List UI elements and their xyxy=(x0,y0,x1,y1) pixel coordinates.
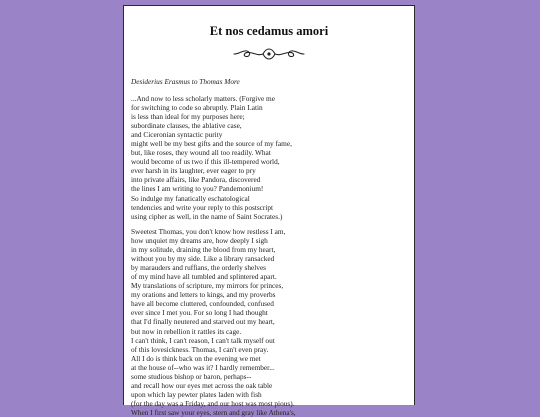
poem-line: how unquiet my dreams are, how deeply I sigh xyxy=(131,236,268,246)
poem-line: I can't think, I can't reason, I can't talk myself out xyxy=(131,335,275,345)
poem-line: the lines I am writing to you? Pandemonium! xyxy=(131,184,264,194)
poem-line: (for the day was a Friday, and our host was most pious). xyxy=(131,398,295,408)
poem-line: that I'd finally neutered and starved out my heart, xyxy=(131,317,275,327)
poem-line: subordinate clauses, the ablative case, xyxy=(131,121,242,131)
poem-line: tendencies and write your reply to this postscript xyxy=(131,202,274,212)
stanza-2 xyxy=(131,227,411,417)
poem-line: My translations of scripture, my mirrors for princes, xyxy=(131,281,284,291)
poem-line: some studious bishop or baron, perhaps-- xyxy=(131,371,252,381)
poem-line: When I first saw your eyes, stern and gray like Athena's, xyxy=(131,407,296,417)
poem-line: but, like roses, they wound all too readily. What xyxy=(131,148,271,158)
poem-line: and recall how our eyes met across the oak table xyxy=(131,380,273,390)
poem-line: of this lovesickness. Thomas, I can't even pray. xyxy=(131,344,269,354)
poem-line: So indulge my fanatically eschatological xyxy=(131,193,250,203)
poem-page xyxy=(123,5,415,417)
poem-line: All I do is think back on the evening we met xyxy=(131,353,261,363)
flourish-divider-icon xyxy=(124,46,414,62)
poem-line: without you by my side. Like a library ransacked xyxy=(131,254,275,264)
poem-line: upon which lay pewter plates laden with fish xyxy=(131,389,262,399)
poem-line: of my mind have all tumbled and splintered apart. xyxy=(131,272,277,282)
poem-line: in my solitude, draining the blood from my heart, xyxy=(131,245,276,255)
poem-line: have all become cluttered, confounded, confused xyxy=(131,299,274,309)
poem-line: ever since I met you. For so long I had thought xyxy=(131,308,268,318)
poem-line: using cipher as well, in the name of Saint Socrates.) xyxy=(131,211,283,221)
poem-line: Sweetest Thomas, you don't know how restless I am, xyxy=(131,227,286,236)
poem-line: and Ciceronian syntactic purity xyxy=(131,130,223,140)
poem-line: is less than ideal for my purposes here; xyxy=(131,112,245,122)
poem-line: ...And now to less scholarly matters. (Forgive me xyxy=(131,94,275,103)
poem-line: would become of us two if this ill-tempered world, xyxy=(131,157,280,167)
poem-line: for switching to code so abruptly. Plain Latin xyxy=(131,103,263,113)
poem-title: Et nos cedamus amori xyxy=(209,24,329,38)
poem-line: by marauders and ruffians, the orderly shelves xyxy=(131,263,267,273)
poem-line: at the house of--who was it? I hardly remember... xyxy=(131,362,275,372)
poem-line: my orations and letters to kings, and my proverbs xyxy=(131,290,276,300)
stanza-1 xyxy=(131,94,411,221)
poem-line: but now in rebellion it rattles its cage. xyxy=(131,326,242,336)
poem-line: might well be my best gifts and the source of my fame, xyxy=(131,139,292,149)
poem-line: into private affairs, like Pandora, discovered xyxy=(131,175,261,185)
poem-subtitle: Desiderius Erasmus to Thomas More xyxy=(131,77,240,86)
poem-line: ever harsh in its laughter, ever eager to pry xyxy=(131,166,256,176)
